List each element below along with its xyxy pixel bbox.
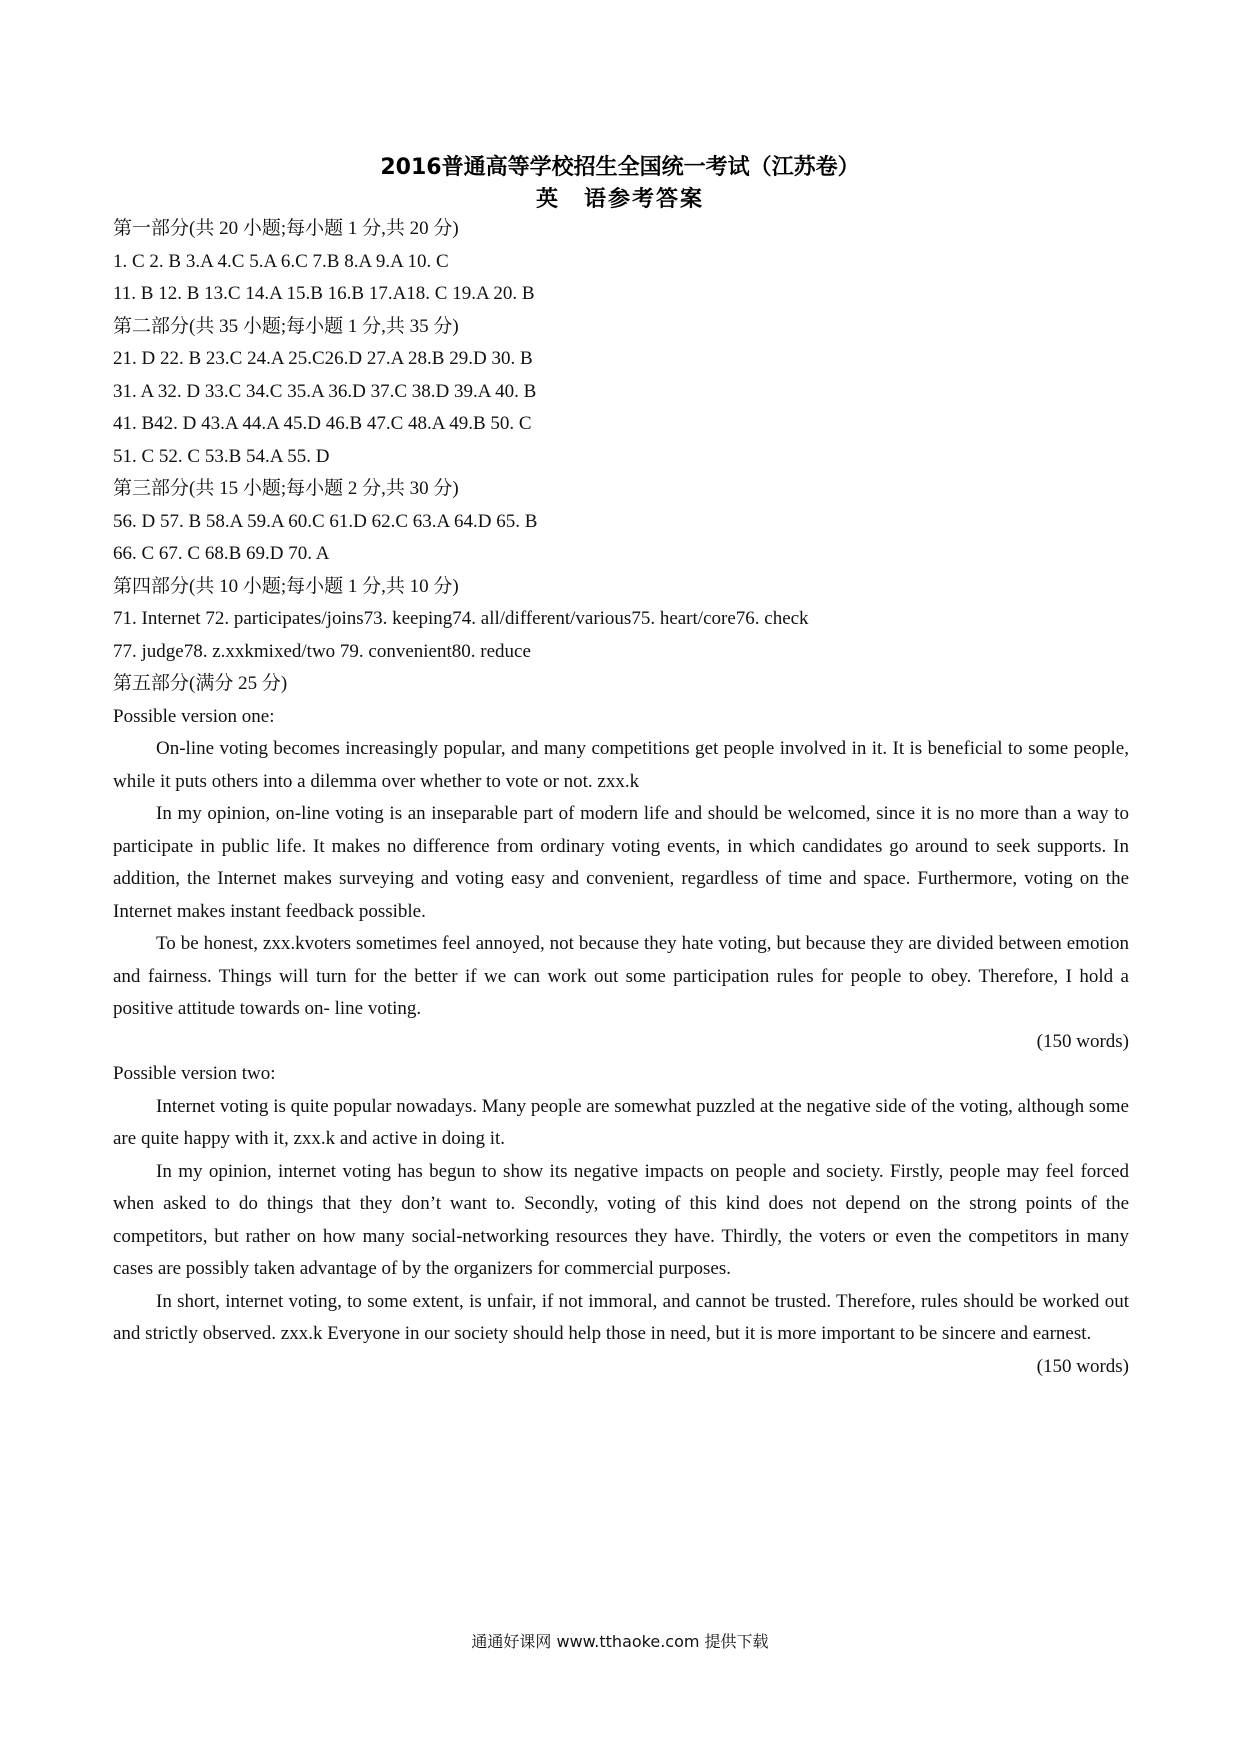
essay-paragraph: On-line voting becomes increasingly popular, and many competitions get people involved in it. It is beneficial to some people, while it puts others into a dilemma over whether to vote or not. zxx.k — [113, 738, 1129, 792]
part5-header: 第五部分(满分 25 分) — [113, 673, 288, 694]
answer-line: 1. C 2. B 3.A 4.C 5.A 6.C 7.B 8.A 9.A 10. C — [113, 250, 449, 272]
version-one-label: Possible version one: — [113, 705, 275, 727]
answer-line: 66. C 67. C 68.B 69.D 70. A — [113, 543, 330, 564]
answer-line: 77. judge78. z.xxkmixed/two 79. convenient80. reduce — [113, 640, 531, 662]
answer-line: 71. Internet 72. participates/joins73. keeping74. all/different/various75. heart/core76. check — [113, 608, 809, 629]
footer-source: 通通好课网 www.tthaoke.com 提供下载 — [471, 1632, 769, 1651]
part4-header: 第四部分(共 10 小题;每小题 1 分,共 10 分) — [113, 575, 459, 597]
answer-content — [113, 213, 1129, 1383]
answer-line: 41. B42. D 43.A 44.A 45.D 46.B 47.C 48.A 49.B 50. C — [113, 413, 532, 434]
part1-header: 第一部分(共 20 小题;每小题 1 分,共 20 分) — [113, 218, 459, 239]
part3-header: 第三部分(共 15 小题;每小题 2 分,共 30 分) — [113, 478, 459, 499]
answer-line: 51. C 52. C 53.B 54.A 55. D — [113, 445, 330, 467]
answer-line: 31. A 32. D 33.C 34.C 35.A 36.D 37.C 38.D 39.A 40. B — [113, 380, 537, 402]
essay-paragraph: To be honest, zxx.kvoters sometimes feel annoyed, not because they hate voting, but because they are divided between emotion and fairness. Things will turn for the better if we can work out some participation rules for people to obey. Therefore, I hold a positive attitude towards on- line voting. — [113, 933, 1129, 1019]
part2-header: 第二部分(共 35 小题;每小题 1 分,共 35 分) — [113, 315, 459, 337]
word-count: (150 words) — [1036, 1030, 1129, 1052]
essay-paragraph: In short, internet voting, to some extent, is unfair, if not immoral, and cannot be trusted. Therefore, rules should be worked out and strictly observed. zxx.k Everyone in our society should help those in need, but it is more important to be sincere and earnest. — [113, 1290, 1129, 1344]
answer-line: 11. B 12. B 13.C 14.A 15.B 16.B 17.A18. C 19.A 20. B — [113, 283, 535, 304]
document-title: 2016普通高等学校招生全国统一考试（江苏卷） — [380, 155, 860, 180]
answer-line: 56. D 57. B 58.A 59.A 60.C 61.D 62.C 63.A 64.D 65. B — [113, 510, 538, 532]
essay-paragraph: In my opinion, on-line voting is an inseparable part of modern life and should be welcomed, since it is no more than a way to participate in public life. It makes no difference from ordinary voting events, in which candidates go around to seek supports. In addition, the Internet makes surveying and voting easy and convenient, regardless of time and space. Furthermore, voting on the Internet makes instant feedback possible. — [113, 803, 1129, 922]
document-subtitle: 英 语参考答案 — [535, 187, 704, 212]
word-count: (150 words) — [1036, 1355, 1129, 1377]
version-two-label: Possible version two: — [113, 1063, 276, 1084]
essay-paragraph: In my opinion, internet voting has begun to show its negative impacts on people and society. Firstly, people may feel forced when asked to do things that they don’t want to. Secondly, voting of this kind does not depend on the strong points of the competitors, but rather on how many social-networking resources they have. Thirdly, the voters or even the competitors in many cases are possibly taken advantage of by the organizers for commercial purposes. — [113, 1160, 1129, 1279]
essay-paragraph: Internet voting is quite popular nowadays. Many people are somewhat puzzled at the negative side of the voting, although some are quite happy with it, zxx.k and active in doing it. — [113, 1095, 1129, 1149]
answer-line: 21. D 22. B 23.C 24.A 25.C26.D 27.A 28.B 29.D 30. B — [113, 348, 533, 369]
